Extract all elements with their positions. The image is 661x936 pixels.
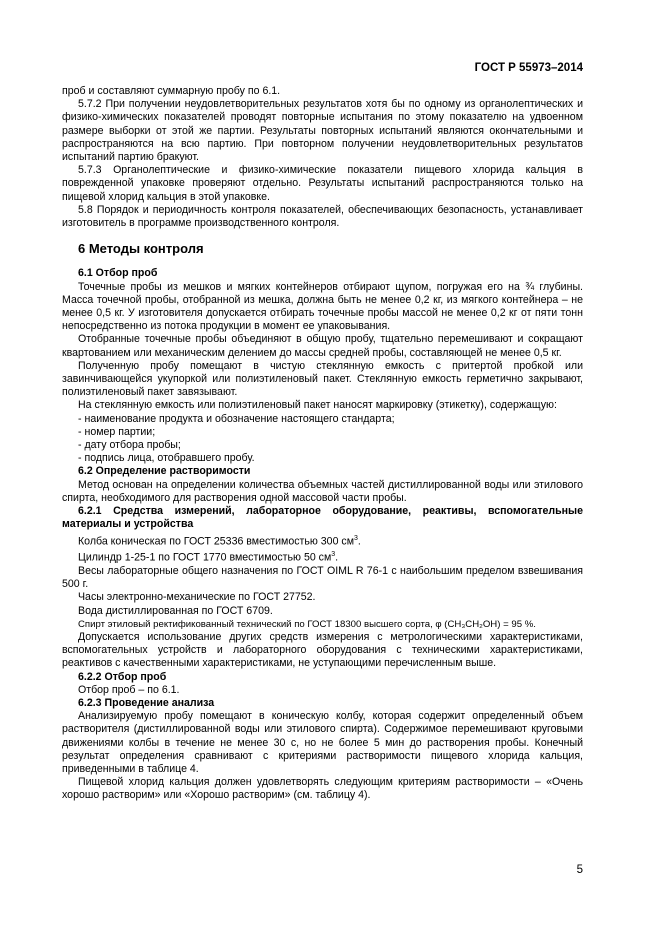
equipment-item: Спирт этиловый ректификованный технический по ГОСТ 18300 высшего сорта, φ (CH₃CH₂OH) = 95 %. bbox=[78, 618, 536, 630]
subsection-heading-6-2: 6.2 Определение растворимости bbox=[78, 465, 251, 478]
standard-header: ГОСТ Р 55973–2014 bbox=[474, 62, 583, 74]
paragraph-5-7-3: 5.7.3 Органолептические и физико-химические показатели пищевого хлорида кальция в поврежденной упаковке проверяют отдельно. Результаты испытаний распространяются только на пищевой хлорид кальция в этой упаковке. bbox=[62, 164, 583, 203]
section-heading-6: 6 Методы контроля bbox=[78, 241, 204, 257]
equipment-text: Цилиндр 1-25-1 по ГОСТ 1770 вместимостью 50 см bbox=[78, 551, 332, 564]
paragraph-6-2-3: Анализируемую пробу помещают в коническую колбу, которая содержит определенный объем растворителя (дистиллированной воды или этилового спирта). Содержимое перемешивают круговыми движениями колбы в течение не менее 30 с, но не более 5 мин до растворения пробы. Конечный результат определения сравнивают с критериями растворимости пищевого хлорида кальция, приведенными в таблице 4. bbox=[62, 710, 583, 776]
superscript: 3 bbox=[353, 534, 358, 542]
paragraph-5-8: 5.8 Порядок и периодичность контроля показателей, обеспечивающих безопасность, устанавливает изготовитель в программе производственного контроля. bbox=[62, 203, 583, 230]
equipment-item: Вода дистиллированная по ГОСТ 6709. bbox=[78, 604, 273, 617]
equipment-item: Часы электронно-механические по ГОСТ 27752. bbox=[78, 591, 316, 604]
subsection-heading-6-2-3: 6.2.3 Проведение анализа bbox=[78, 697, 215, 709]
superscript: 3 bbox=[331, 551, 336, 559]
list-item: - номер партии; bbox=[78, 425, 156, 438]
subsection-heading-6-1: 6.1 Отбор проб bbox=[78, 267, 158, 280]
equipment-text: Колба коническая по ГОСТ 25336 вместимостью 300 см bbox=[78, 535, 354, 548]
paragraph-6-2-3-b: Пищевой хлорид кальция должен удовлетворять следующим критериям растворимости – «Очень хорошо растворим» или «Хорошо растворим» (см. таблицу 4). bbox=[62, 776, 583, 802]
paragraph-6-1-b: Отобранные точечные пробы объединяют в общую пробу, тщательно перемешивают и сокращают квартованием или механическим делением до массы средней пробы, составляющей не менее 0,5 кг. bbox=[62, 333, 583, 359]
subsection-heading-6-2-2: 6.2.2 Отбор проб bbox=[78, 670, 167, 683]
paragraph-6-2-2: Отбор проб – по 6.1. bbox=[78, 683, 180, 696]
subsection-heading-6-2-1: 6.2.1 Средства измерений, лабораторное оборудование, реактивы, вспомогательные материалы и устройства bbox=[62, 505, 583, 531]
equipment-item: Колба коническая по ГОСТ 25336 вместимостью 300 $см^3$. bbox=[78, 534, 361, 548]
equipment-item: Цилиндр 1-25-1 по ГОСТ 1770 вместимостью 50 $см^3$. bbox=[78, 551, 339, 564]
paragraph-6-1-d: На стеклянную емкость или полиэтиленовый пакет наносят маркировку (этикетку), содержащую: bbox=[78, 399, 557, 412]
list-item: - дату отбора пробы; bbox=[78, 439, 181, 452]
page-number: 5 bbox=[576, 864, 583, 876]
paragraph-6-1-c: Полученную пробу помещают в чистую стеклянную емкость с притертой пробкой или завинчивающейся укупоркой или полиэтиленовый пакет. Стеклянную емкость герметично закрывают, полиэтиленовый пакет завязывают. bbox=[62, 359, 583, 399]
paragraph-6-2-1: Допускается использование других средств измерения с метрологическими характеристиками, вспомогательных устройств и лабораторного оборудования с техническими характеристиками, реактивов с качественными характеристиками, не уступающими перечисленным выше. bbox=[62, 630, 583, 670]
document-body bbox=[62, 85, 583, 803]
equipment-item: Весы лабораторные общего назначения по ГОСТ OIML R 76-1 с наибольшим пределом взвешивания 500 г. bbox=[62, 564, 583, 591]
paragraph-5-7-2: 5.7.2 При получении неудовлетворительных результатов хотя бы по одному из органолептических и физико-химических показателей проводят повторные испытания по этому показателю на удвоенном размере выборки от этой же партии. Результаты повторных испытаний являются окончательными и распространяются на всю партию. При повторном получении неудовлетворительных результатов испытаний партию бракуют. bbox=[62, 98, 583, 164]
list-item: - наименование продукта и обозначение настоящего стандарта; bbox=[78, 412, 395, 425]
paragraph: проб и составляют суммарную пробу по 6.1. bbox=[62, 85, 281, 97]
list-item: - подпись лица, отобравшего пробу. bbox=[78, 452, 255, 465]
paragraph-6-2: Метод основан на определении количества объемных частей дистиллированной воды или этилового спирта, необходимого для растворения одной массовой части пробы. bbox=[62, 478, 583, 504]
paragraph-6-1-a: Точечные пробы из мешков и мягких контейнеров отбирают щупом, погружая его на ¾ глубины. Масса точечной пробы, отобранной из мешка, должна быть не менее 0,2 кг, из мягкого контейнера – не менее 0,5 кг. У изготовителя допускается отбирать точечные пробы массой не менее 0,2 кг от пяти тонн непосредственно из потока продукции в момент ее упаковывания. bbox=[62, 280, 583, 333]
